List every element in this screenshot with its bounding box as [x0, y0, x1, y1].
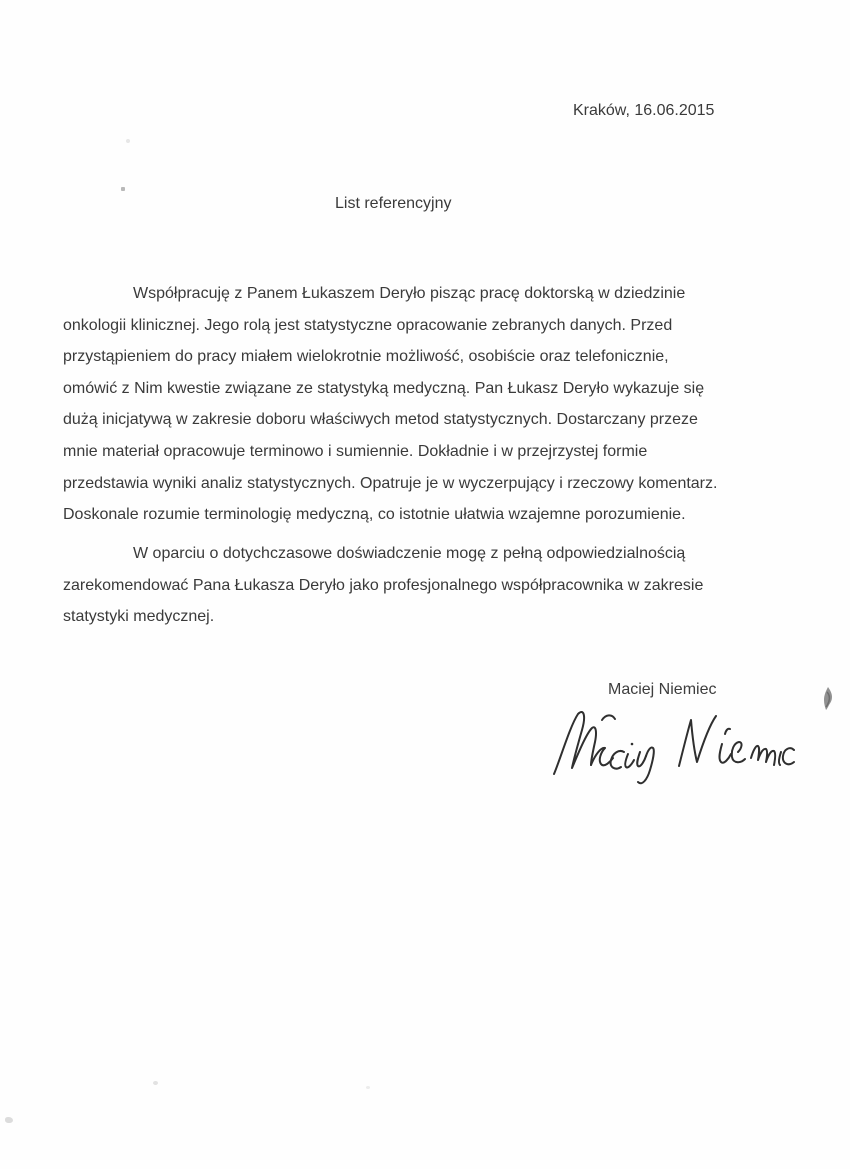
- scan-speck: [121, 187, 125, 191]
- signer-typed-name: Maciej Niemiec: [608, 681, 717, 698]
- paragraph-1: [63, 278, 793, 531]
- body-line: W oparciu o dotychczasowe doświadczenie mogę z pełną odpowiedzialnością: [133, 545, 686, 562]
- body-line: statystyki medycznej.: [63, 608, 215, 626]
- body-line: przedstawia wyniki analiz statystycznych. Opatruje je w wyczerpujący i rzeczowy komentarz.: [63, 474, 718, 492]
- handwritten-signature: [546, 698, 802, 793]
- body-line: onkologii klinicznej. Jego rolą jest statystyczne opracowanie zebranych danych. Przed: [63, 316, 673, 334]
- body-line: mnie materiał opracowuje terminowo i sumiennie. Dokładnie i w przejrzystej formie: [63, 442, 648, 460]
- scan-speck: [126, 139, 130, 143]
- body-line: dużą inicjatywą w zakresie doboru właściwych metod statystycznych. Dostarczany przeze: [63, 411, 698, 429]
- body-line: omówić z Nim kwestie związane ze statystyką medyczną. Pan Łukasz Deryło wykazuje się: [63, 379, 705, 397]
- dateline: Kraków, 16.06.2015: [573, 102, 715, 119]
- scan-speck: [366, 1086, 370, 1089]
- body-line: Doskonale rozumie terminologię medyczną, co istotnie ułatwia wzajemne porozumienie.: [63, 506, 686, 524]
- ink-blot-artifact: [820, 686, 836, 712]
- scan-speck: [5, 1117, 13, 1123]
- letter-title: List referencyjny: [335, 195, 452, 212]
- paragraph-2: [63, 538, 793, 633]
- body-line: Współpracuję z Panem Łukaszem Deryło pisząc pracę doktorską w dziedzinie: [133, 285, 686, 302]
- body-line: przystąpieniem do pracy miałem wielokrotnie możliwość, osobiście oraz telefonicznie,: [63, 348, 669, 366]
- scan-speck: [153, 1081, 158, 1085]
- body-line: zarekomendować Pana Łukasza Deryło jako profesjonalnego współpracownika w zakresie: [63, 576, 704, 594]
